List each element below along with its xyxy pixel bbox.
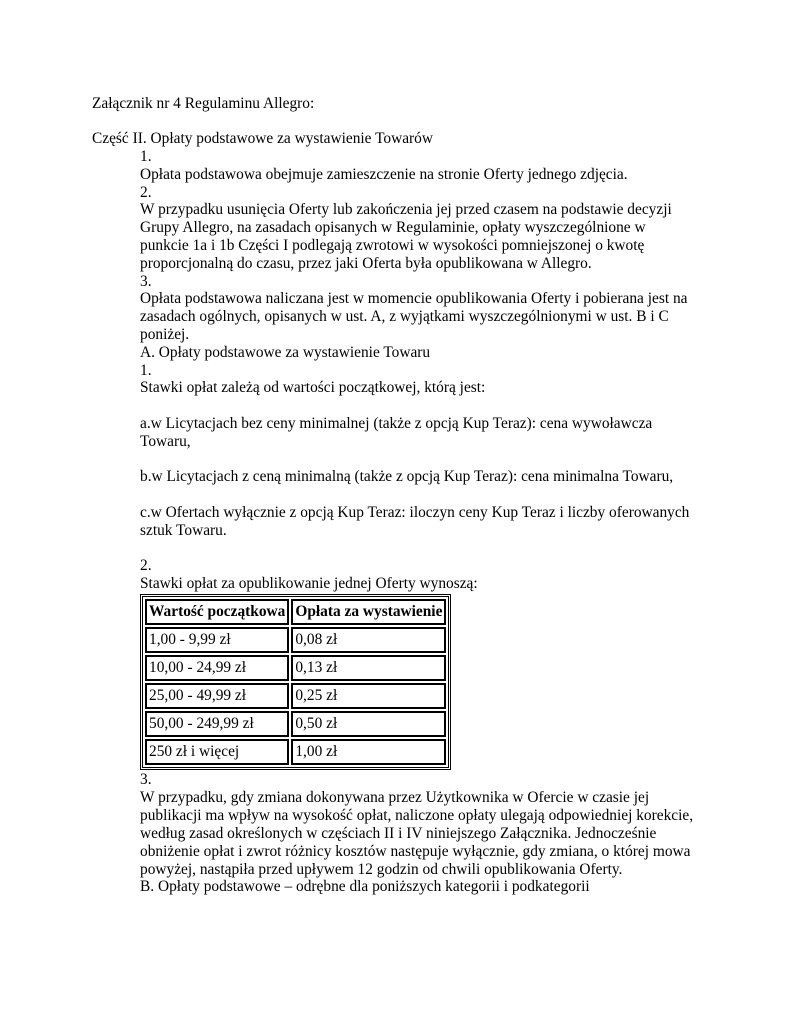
a1-text: Stawki opłat zależą od wartości początkowej, którą jest: xyxy=(140,379,486,396)
fee-amount-cell: 0,13 zł xyxy=(291,655,446,681)
subsection-a-heading: A. Opłaty podstawowe za wystawienie Towaru xyxy=(140,344,431,361)
fee-table-row xyxy=(145,655,446,681)
section-heading: Część II. Opłaty podstawowe za wystawienie Towarów xyxy=(92,130,433,147)
a3-line: obniżenie opłat i zwrot różnicy kosztów następuje wyłącznie, gdy zmiana, o której mowa xyxy=(140,843,691,860)
fee-range-cell: 50,00 - 249,99 zł xyxy=(145,711,289,737)
fee-amount-cell: 0,25 zł xyxy=(291,683,446,709)
fee-table-row xyxy=(145,683,446,709)
option-a-line: a.w Licytacjach bez ceny minimalnej (także z opcją Kup Teraz): cena wywoławcza xyxy=(140,415,653,432)
item3-line: zasadach ogólnych, opisanych w ust. A, z wyjątkami wyszczególnionymi w ust. B i C xyxy=(140,308,669,325)
fee-table-header-listing-fee: Opłata za wystawienie xyxy=(291,599,446,625)
item2-line: Grupy Allegro, na zasadach opisanych w Regulaminie, opłaty wyszczególnione w xyxy=(140,219,646,236)
a3-line: publikacji ma wpływ na wysokość opłat, naliczone opłaty ulegają odpowiedniej korekcie, xyxy=(140,807,694,824)
item1-number: 1. xyxy=(140,148,152,165)
option-a-line: Towaru, xyxy=(140,433,191,450)
fee-table-header-row xyxy=(145,599,446,625)
fee-table xyxy=(140,594,451,770)
document-title: Załącznik nr 4 Regulaminu Allegro: xyxy=(92,95,315,112)
item2-number: 2. xyxy=(140,184,152,201)
a3-number: 3. xyxy=(140,771,152,788)
item2-line: punkcie 1a i 1b Części I podlegają zwrotowi w wysokości pomniejszonej o kwotę xyxy=(140,237,645,254)
fee-amount-cell: 0,50 zł xyxy=(291,711,446,737)
fee-table-header-initial-value: Wartość początkowa xyxy=(145,599,289,625)
fee-amount-cell: 0,08 zł xyxy=(291,627,446,653)
fee-table-row xyxy=(145,739,446,765)
a3-line: W przypadku, gdy zmiana dokonywana przez Użytkownika w Ofercie w czasie jej xyxy=(140,789,650,806)
fee-range-cell: 250 zł i więcej xyxy=(145,739,289,765)
option-c-line: c.w Ofertach wyłącznie z opcją Kup Teraz: iloczyn ceny Kup Teraz i liczby oferowanych xyxy=(140,504,690,521)
a3-line: powyżej, nastąpiła przed upływem 12 godzin od chwili opublikowania Oferty. xyxy=(140,861,623,878)
subsection-b-heading: B. Opłaty podstawowe – odrębne dla poniższych kategorii i podkategorii xyxy=(140,878,590,895)
item2-line: proporcjonalną do czasu, przez jaki Oferta była opublikowana w Allegro. xyxy=(140,255,592,272)
option-b: b.w Licytacjach z ceną minimalną (także z opcją Kup Teraz): cena minimalna Towaru, xyxy=(140,468,674,485)
fee-table-row xyxy=(145,627,446,653)
item3-line: poniżej. xyxy=(140,326,190,343)
fee-amount-cell: 1,00 zł xyxy=(291,739,446,765)
fee-range-cell: 10,00 - 24,99 zł xyxy=(145,655,289,681)
fee-range-cell: 25,00 - 49,99 zł xyxy=(145,683,289,709)
item3-number: 3. xyxy=(140,273,152,290)
fee-range-cell: 1,00 - 9,99 zł xyxy=(145,627,289,653)
option-c-line: sztuk Towaru. xyxy=(140,522,227,539)
a2-number: 2. xyxy=(140,557,152,574)
item3-line: Opłata podstawowa naliczana jest w momencie opublikowania Oferty i pobierana jest na xyxy=(140,290,688,307)
a3-line: według zasad określonych w częściach II i IV niniejszego Załącznika. Jednocześnie xyxy=(140,825,657,842)
a1-number: 1. xyxy=(140,362,152,379)
fee-table-row xyxy=(145,711,446,737)
a2-text: Stawki opłat za opublikowanie jednej Oferty wynoszą: xyxy=(140,575,478,592)
item1-text: Opłata podstawowa obejmuje zamieszczenie na stronie Oferty jednego zdjęcia. xyxy=(140,166,628,183)
item2-line: W przypadku usunięcia Oferty lub zakończenia jej przed czasem na podstawie decyzji xyxy=(140,201,672,218)
